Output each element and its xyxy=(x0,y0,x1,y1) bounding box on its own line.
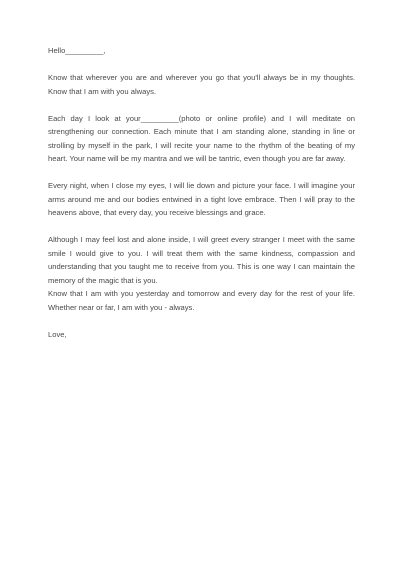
letter-body xyxy=(48,44,355,355)
letter-paragraph: Although I may feel lost and alone inside, I will greet every stranger I meet with the same smile I would give to you. I will treat them with the same kindness, compassion and understanding that you taught me to receive from you. This is one way I can maintain the memory of the magic that is you. xyxy=(48,235,355,285)
letter-paragraph: Every night, when I close my eyes, I will lie down and picture your face. I will imagine your arms around me and our bodies entwined in a tight love embrace. Then I will pray to the heavens above, that every day, you receive blessings and grace. xyxy=(48,181,355,217)
letter-paragraph: Each day I look at your_________(photo or online profile) and I will meditate on strengthening our connection. Each minute that I am standing alone, standing in line or strolling by myself in the park, I will recite your name to the rhythm of the beating of my heart. Your name will be my mantra and we will be tantric, even though you are far away. xyxy=(48,113,355,163)
letter-closing: Love, xyxy=(48,329,67,339)
letter-greeting: Hello_________, xyxy=(48,46,106,55)
letter-paragraph: Know that I am with you yesterday and tomorrow and every day for the rest of your life. Whether near or far, I am with you - always. xyxy=(48,289,355,312)
letter-paragraph: Know that wherever you are and wherever you go that you'll always be in my thoughts. Know that I am with you always. xyxy=(48,73,355,96)
